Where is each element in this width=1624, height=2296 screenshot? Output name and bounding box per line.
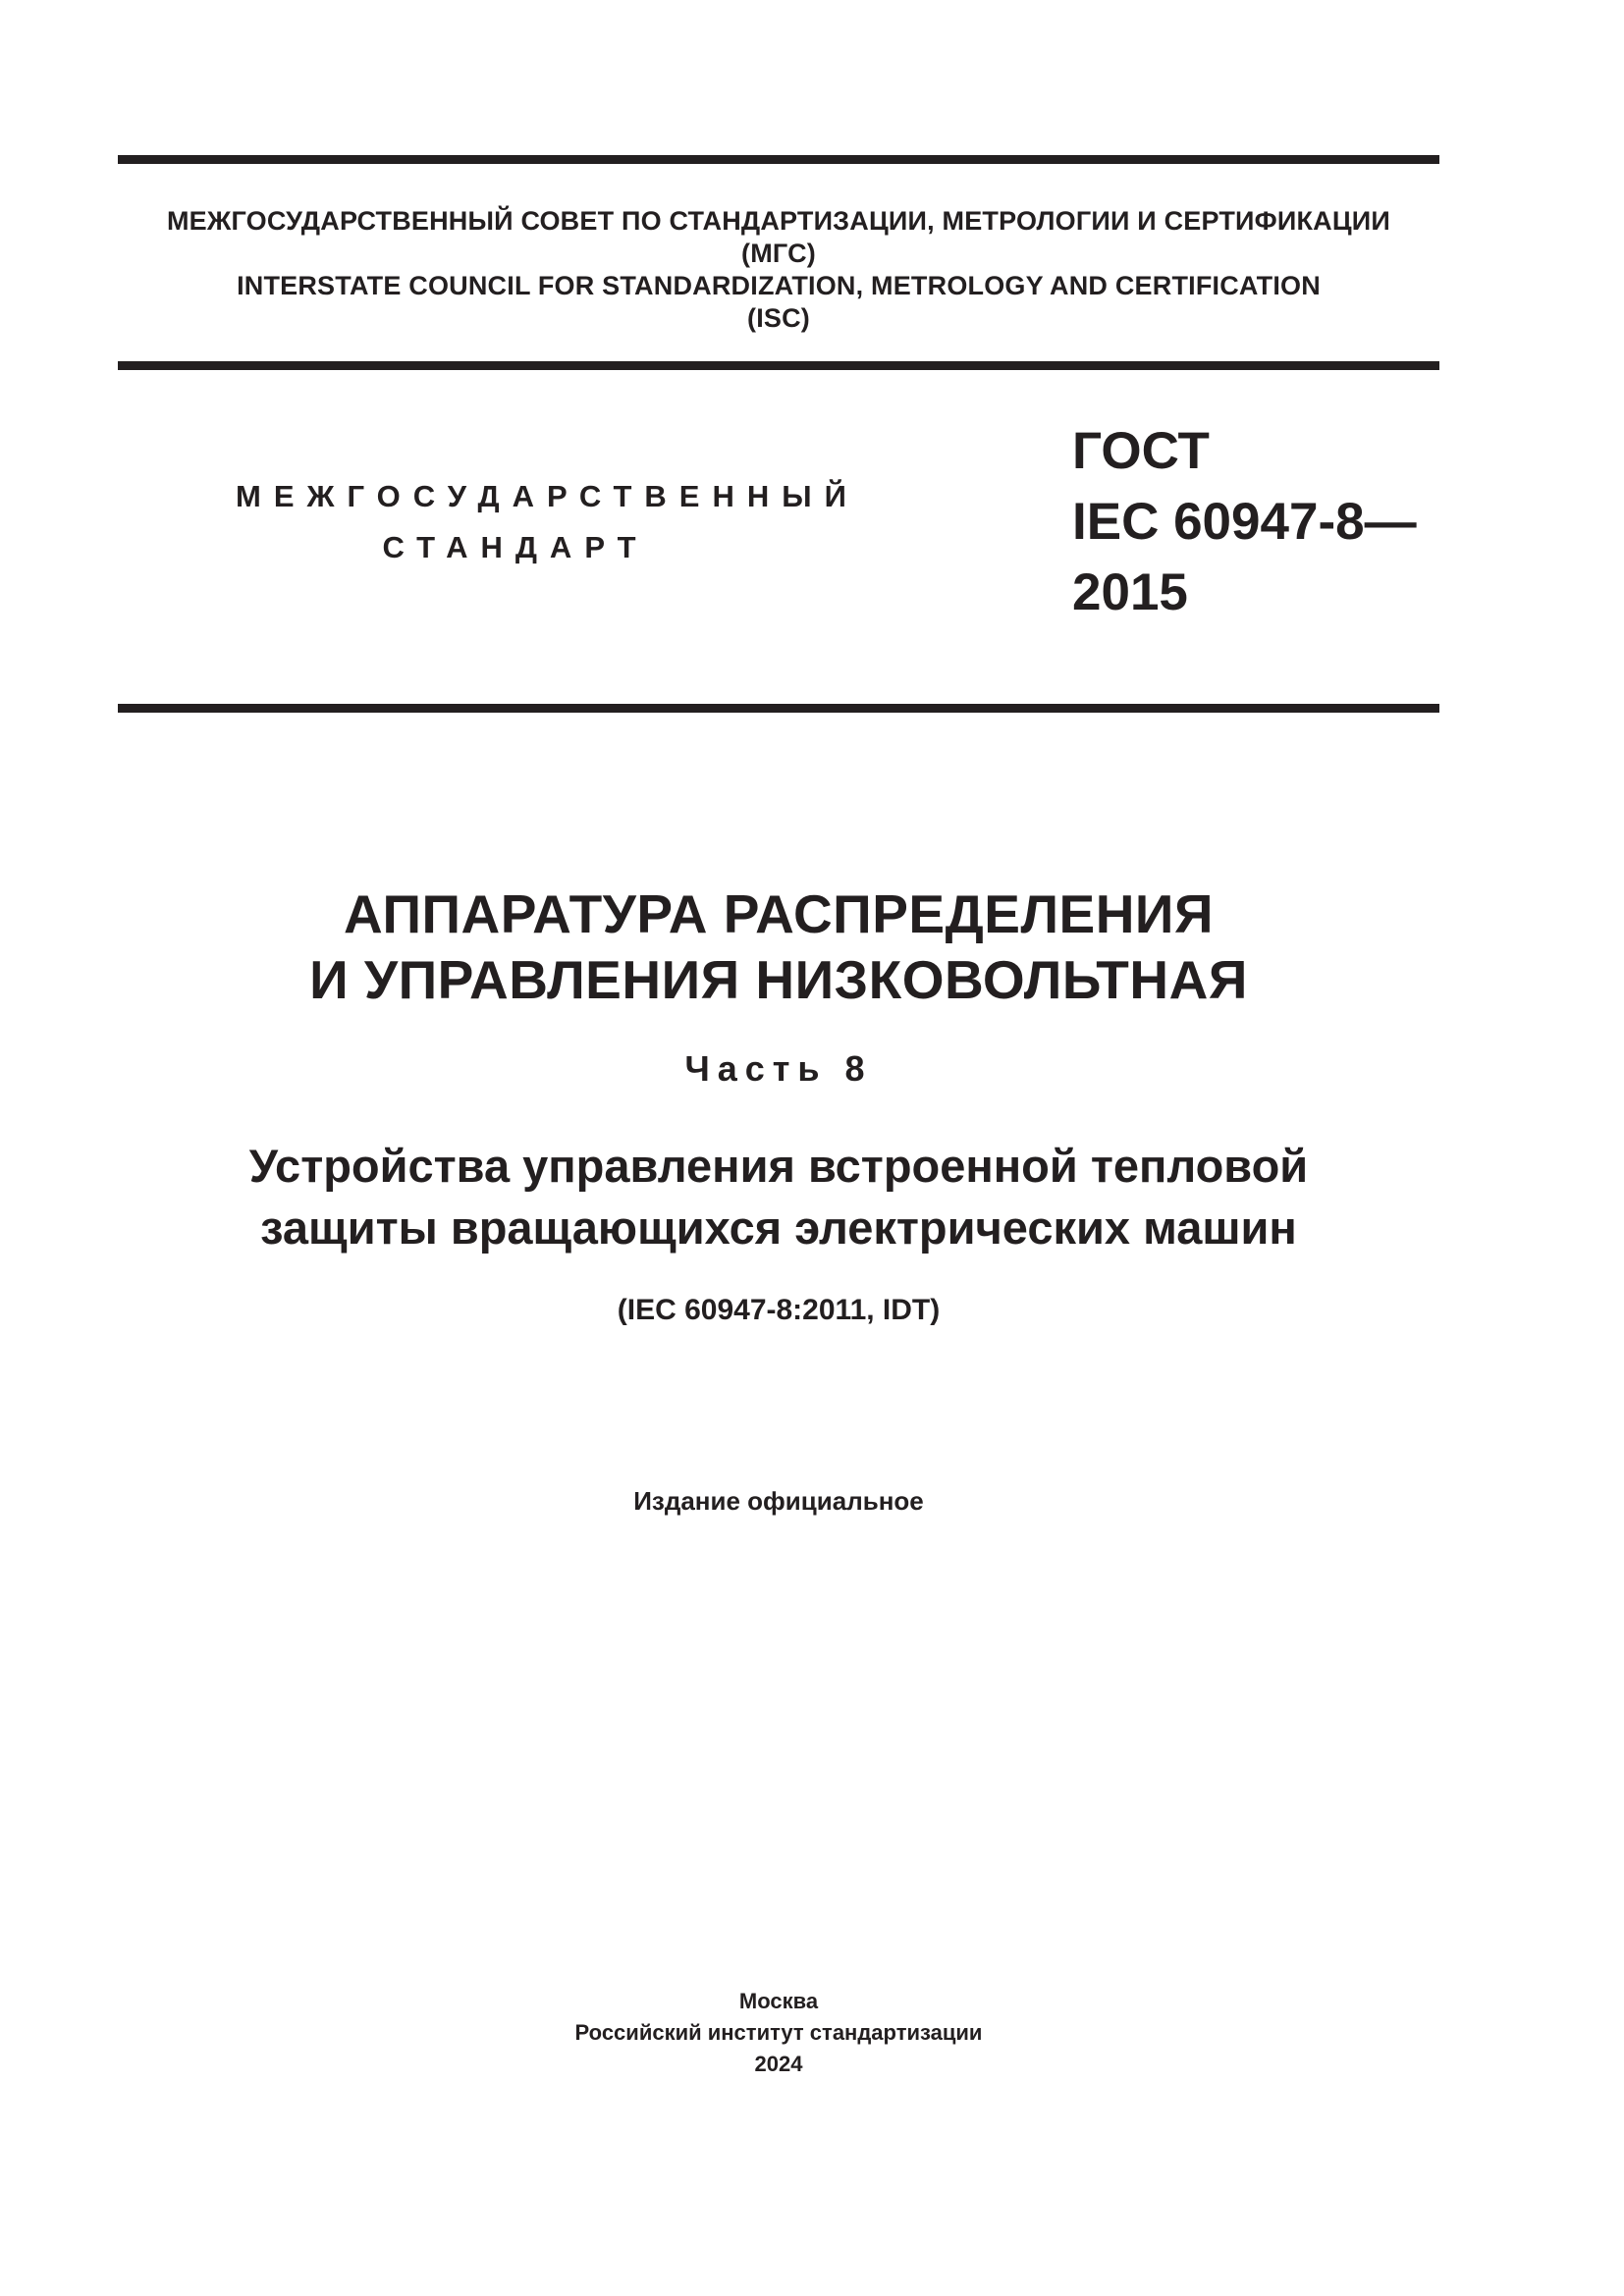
document-title-line2: И УПРАВЛЕНИЯ НИЗКОВОЛЬТНАЯ [309, 949, 1248, 1010]
imprint [118, 1986, 1439, 2080]
header-bottom-rule [118, 704, 1439, 713]
council-header [118, 205, 1439, 335]
standard-type-line2: СТАНДАРТ [382, 530, 649, 564]
standard-type [236, 471, 859, 573]
part-label: Часть 8 [684, 1048, 873, 1089]
standard-type-line1: МЕЖГОСУДАРСТВЕННЫЙ [236, 479, 859, 513]
document-subtitle [118, 1135, 1439, 1258]
imprint-city: Москва [738, 1989, 819, 2013]
document-title [118, 881, 1439, 1013]
top-rule [118, 155, 1439, 164]
gost-designation-line3: 2015 [1072, 563, 1188, 621]
imprint-publisher: Российский институт стандартизации [574, 2020, 983, 2045]
council-abbr-en: (ISC) [747, 303, 810, 333]
imprint-year: 2024 [754, 2052, 803, 2076]
gost-designation [1072, 416, 1417, 628]
council-name-ru: МЕЖГОСУДАРСТВЕННЫЙ СОВЕТ ПО СТАНДАРТИЗАЦИИ, МЕТРОЛОГИИ И СЕРТИФИКАЦИИ [166, 206, 1391, 236]
council-bottom-rule [118, 361, 1439, 370]
gost-designation-line1: ГОСТ [1072, 422, 1210, 480]
edition-note: Издание официальное [633, 1486, 924, 1516]
council-abbr-ru: (МГС) [741, 239, 816, 268]
council-name-en: INTERSTATE COUNCIL FOR STANDARDIZATION, METROLOGY AND CERTIFICATION [237, 271, 1321, 300]
document-subtitle-line1: Устройства управления встроенной тепловой [248, 1140, 1309, 1192]
document-subtitle-line2: защиты вращающихся электрических машин [260, 1201, 1297, 1254]
document-title-line1: АППАРАТУРА РАСПРЕДЕЛЕНИЯ [343, 883, 1214, 944]
reference-standard: (IEC 60947-8:2011, IDT) [617, 1294, 941, 1326]
gost-designation-line2: IEC 60947-8— [1072, 493, 1417, 551]
